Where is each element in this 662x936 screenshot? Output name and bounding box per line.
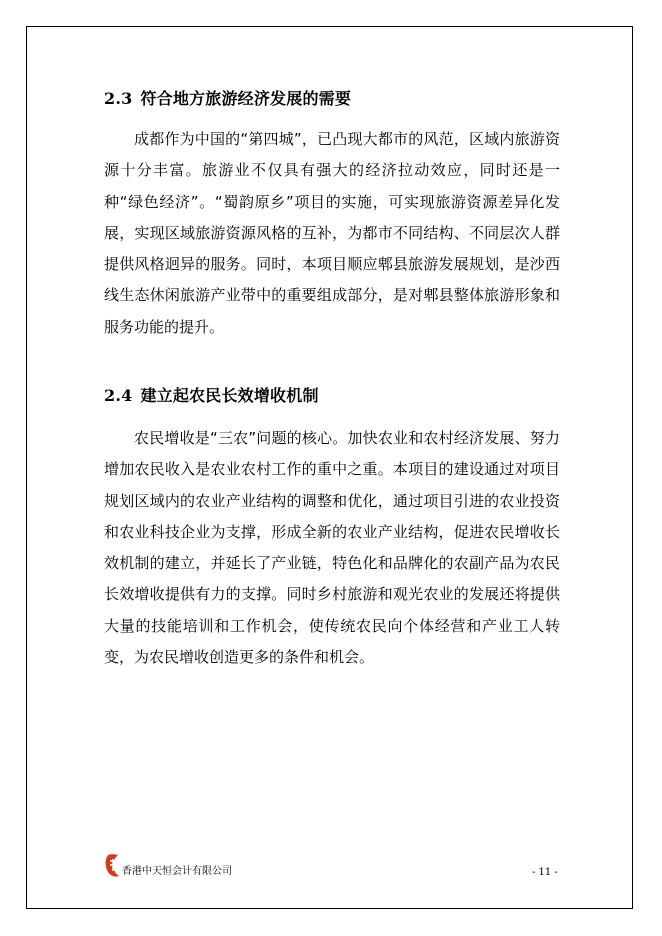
section-title: 建立起农民长效增收机制 bbox=[140, 386, 319, 405]
section-title: 符合地方旅游经济发展的需要 bbox=[140, 89, 352, 108]
section-2-3-body: 成都作为中国的“第四城”，已凸现大都市的风范，区域内旅游资源十分丰富。旅游业不仅具有强大的经济拉动效应，同时还是一种“绿色经济”。“蜀韵原乡”项目的实施，可实现旅游资源差异化发展，实现区域旅游资源风格的互补，为都市不同结构、不同层次人群提供风格迥异的服务。同时，本项目顺应郫县旅游发展规划，是沙西线生态休闲旅游产业带中的重要组成部分，是对郫县整体旅游形象和服务功能的提升。 bbox=[104, 130, 560, 336]
section-number: 2.4 bbox=[104, 386, 133, 405]
footer-page-number: - 11 - bbox=[532, 867, 558, 878]
footer-company-name: 香港中天恒会计有限公司 bbox=[122, 866, 232, 877]
section-heading-2-4 bbox=[104, 386, 319, 406]
section-heading-2-3 bbox=[104, 89, 351, 109]
section-2-4-body: 农民增收是“三农”问题的核心。加快农业和农村经济发展、努力增加农民收入是农业农村工作的重中之重。本项目的建设通过对项目规划区域内的农业产业结构的调整和优化，通过项目引进的农业投资和农业科技企业为支撑，形成全新的农业产业结构，促进农民增收长效机制的建立，并延长了产业链，特色化和品牌化的农副产品为农民长效增收提供有力的支撑。同时乡村旅游和观光农业的发展还将提供大量的技能培训和工作机会，使传统农民向个体经营和产业工人转变，为农民增收创造更多的条件和机会。 bbox=[104, 429, 560, 667]
section-number: 2.3 bbox=[104, 89, 133, 108]
company-logo-icon bbox=[104, 853, 121, 879]
